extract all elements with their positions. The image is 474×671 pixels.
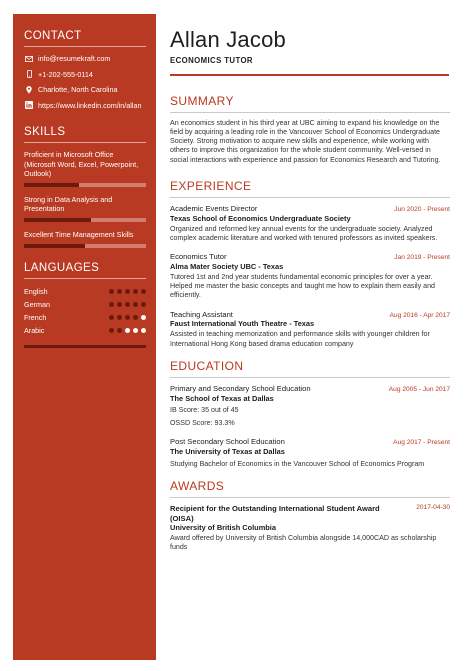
- sidebar: [13, 14, 156, 660]
- job-organization: Faust International Youth Theatre - Texas: [170, 319, 315, 329]
- phone-icon: [24, 70, 34, 80]
- education-list: [170, 384, 450, 469]
- language-row: [24, 324, 146, 337]
- rating-dot: [141, 315, 146, 320]
- skills-section: [24, 126, 146, 248]
- rating-dot: [109, 289, 114, 294]
- contact-phone[interactable]: +1-202-555-0114: [38, 69, 93, 79]
- education-title: Post Secondary School Education: [170, 437, 285, 447]
- education-section: [170, 359, 450, 469]
- skill-item: [24, 150, 146, 187]
- rating-dot: [109, 302, 114, 307]
- language-rating: [109, 328, 146, 333]
- main-content: [170, 28, 450, 562]
- rating-dot: [117, 302, 122, 307]
- rating-dot: [141, 328, 146, 333]
- job-date: Aug 2016 - Apr 2017: [389, 311, 450, 319]
- rating-dot: [133, 328, 138, 333]
- skill-level-bar: [24, 218, 146, 222]
- languages-heading: LANGUAGES: [24, 262, 146, 279]
- education-date: Aug 2017 - Present: [393, 439, 450, 447]
- rating-dot: [109, 328, 114, 333]
- contact-email[interactable]: info@resumekraft.com: [38, 54, 111, 63]
- rating-dot: [141, 289, 146, 294]
- entry-header: [170, 504, 450, 523]
- job-date: Jan 2019 - Present: [394, 254, 450, 262]
- language-name: English: [24, 287, 48, 297]
- location-pin-icon: [24, 85, 34, 95]
- contact-linkedin[interactable]: https://www.linkedin.com/in/allan: [38, 100, 142, 110]
- education-heading: EDUCATION: [170, 359, 450, 378]
- skill-item: [24, 230, 146, 248]
- language-rating: [109, 289, 146, 294]
- summary-heading: SUMMARY: [170, 94, 450, 113]
- contact-location-row: [24, 85, 146, 95]
- skill-level-fill: [24, 183, 79, 187]
- envelope-icon: [24, 54, 34, 64]
- award-title: Recipient for the Outstanding International Student Award (OISA): [170, 503, 380, 523]
- award-description: Award offered by University of British Columbia alongside 14,000CAD as scholarship funds: [170, 533, 437, 552]
- skill-label: Strong in Data Analysis and Presentation: [24, 194, 113, 214]
- contact-location: Charlotte, North Carolina: [38, 85, 118, 94]
- skill-item: [24, 195, 146, 222]
- skill-level-bar: [24, 183, 146, 187]
- rating-dot: [133, 289, 138, 294]
- skill-level-fill: [24, 218, 91, 222]
- experience-section: [170, 179, 450, 349]
- job-title: Academic Events Director: [170, 203, 258, 213]
- rating-dot: [109, 315, 114, 320]
- education-entry: [170, 437, 450, 469]
- rating-dot: [125, 315, 130, 320]
- education-title: Primary and Secondary School Education: [170, 383, 311, 393]
- education-date: Aug 2005 - Jun 2017: [388, 385, 450, 393]
- contact-linkedin-row: [24, 101, 146, 111]
- languages-section: [24, 262, 146, 348]
- skill-level-fill: [24, 244, 85, 248]
- experience-entry: [170, 310, 450, 349]
- rating-dot: [141, 302, 146, 307]
- skills-list: [24, 150, 146, 248]
- job-title: Teaching Assistant: [170, 309, 233, 319]
- job-date: Jun 2020 - Present: [394, 205, 450, 213]
- rating-dot: [125, 289, 130, 294]
- awards-list: [170, 504, 450, 553]
- entry-header: [170, 204, 450, 214]
- job-description: Organized and reformed key annual events for the undergraduate society. Analyzed complex academic literature and worked with tenured professors as invited speakers.: [170, 224, 438, 242]
- language-row: [24, 298, 146, 311]
- rating-dot: [125, 302, 130, 307]
- entry-header: [170, 384, 450, 394]
- awards-heading: AWARDS: [170, 479, 450, 498]
- rating-dot: [117, 328, 122, 333]
- skill-label: Proficient in Microsoft Office (Microsoft Word, Excel, Powerpoint, Outlook): [24, 150, 139, 179]
- award-organization: University of British Columbia: [170, 523, 276, 533]
- job-description: Tutored 1st and 2nd year students fundamental economic principles for over a year. Helped me master the basic concepts and taught me how to explain them easily and efficiently.: [170, 272, 435, 300]
- award-date: 2017-04-30: [416, 503, 450, 511]
- linkedin-icon: [24, 101, 34, 111]
- language-row: [24, 311, 146, 324]
- education-detail: Studying Bachelor of Economics in the Vancouver School of Economics Program: [170, 459, 425, 468]
- education-detail: OSSD Score: 93.3%: [170, 418, 235, 427]
- contact-phone-row: [24, 70, 146, 80]
- language-row: [24, 286, 146, 299]
- awards-section: [170, 479, 450, 553]
- experience-heading: EXPERIENCE: [170, 179, 450, 198]
- rating-dot: [117, 315, 122, 320]
- rating-dot: [117, 289, 122, 294]
- languages-list: [24, 286, 146, 337]
- header-rule: [170, 74, 449, 76]
- entry-header: [170, 252, 450, 262]
- language-rating: [109, 302, 146, 307]
- rating-dot: [125, 328, 130, 333]
- experience-entry: [170, 252, 450, 300]
- contact-heading: CONTACT: [24, 30, 146, 47]
- skill-level-bar: [24, 244, 146, 248]
- skills-heading: SKILLS: [24, 126, 146, 143]
- entry-header: [170, 437, 450, 447]
- entry-header: [170, 310, 450, 320]
- language-name: Arabic: [24, 325, 45, 335]
- rating-dot: [133, 302, 138, 307]
- candidate-role: ECONOMICS TUTOR: [170, 56, 253, 65]
- education-detail: IB Score: 35 out of 45: [170, 406, 239, 415]
- summary-section: [170, 94, 450, 165]
- education-school: The School of Texas at Dallas: [170, 393, 274, 403]
- language-name: French: [24, 313, 47, 323]
- rating-dot: [133, 315, 138, 320]
- job-organization: Alma Mater Society UBC - Texas: [170, 261, 284, 271]
- languages-divider: [24, 345, 146, 348]
- job-description: Assisted in teaching memorization and performance skills with younger children for International Hong Kong based drama education company: [170, 330, 430, 348]
- experience-entry: [170, 204, 450, 243]
- job-title: Economics Tutor: [170, 252, 227, 262]
- summary-text: An economics student in his third year at UBC aiming to expand his knowledge on the field by acquiring a leading role in the Vancouver School of Economics Undergraduate Society. Strong motivation to acquire new skills and experience, while working with others to improve this organization for the whole student community. Well-versed in social interactions with experience and passion for Economics Research and Tutoring.: [170, 118, 441, 164]
- skill-label: Excellent Time Management Skills: [24, 229, 134, 239]
- experience-list: [170, 204, 450, 349]
- job-organization: Texas School of Economics Undergraduate Society: [170, 213, 351, 223]
- candidate-name: Allan Jacob: [170, 27, 286, 52]
- language-rating: [109, 315, 146, 320]
- contact-email-row: [24, 54, 146, 64]
- education-entry: [170, 384, 450, 428]
- award-entry: [170, 504, 450, 553]
- language-name: German: [24, 300, 50, 310]
- education-school: The University of Texas at Dallas: [170, 446, 285, 456]
